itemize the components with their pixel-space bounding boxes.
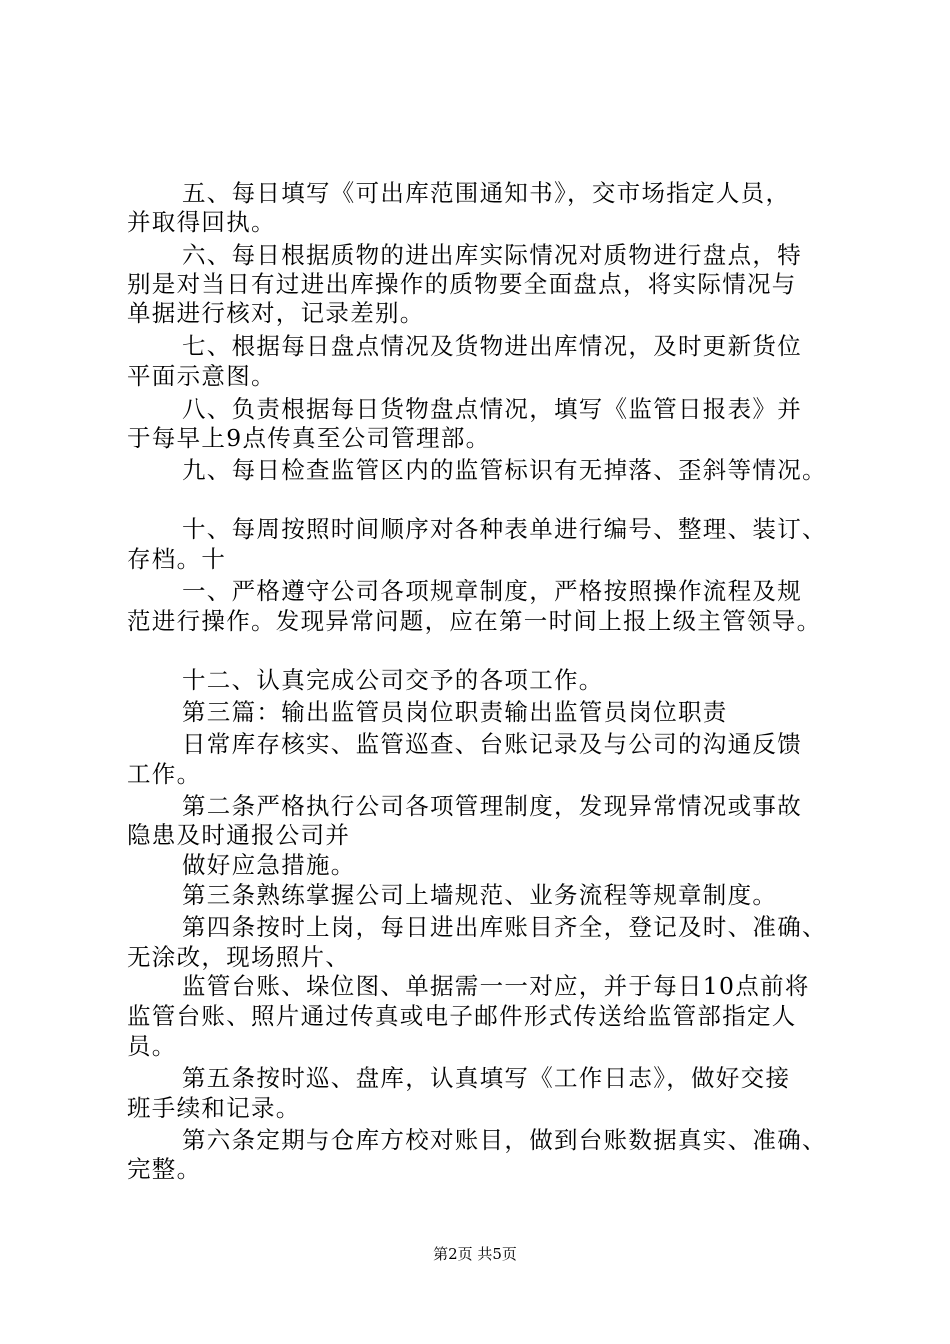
text-line: 无涂改，现场照片、 [127,943,351,971]
text-line: 日常库存核实、监管巡查、台账记录及与公司的沟通反馈 [182,730,802,758]
text-line: 第四条按时上岗，每日进出库账目齐全，登记及时、准确、 [182,913,827,941]
text-line: 工作。 [127,760,202,788]
text-line: 十、每周按照时间顺序对各种表单进行编号、整理、装订、 [182,515,827,543]
text-line: 班手续和记录。 [127,1094,301,1122]
text-line: 范进行操作。发现异常问题，应在第一时间上报上级主管领导。 [127,607,822,635]
text-line: 监管台账、照片通过传真或电子邮件形式传送给监管部指定人 [127,1002,797,1030]
section-heading: 第三篇：输出监管员岗位职责输出监管员岗位职责 [182,698,728,726]
text-line: 第二条严格执行公司各项管理制度，发现异常情况或事故 [182,792,802,820]
text-line: 做好应急措施。 [182,851,356,879]
text-line: 并取得回执。 [127,208,276,236]
text-line: 一、严格遵守公司各项规章制度，严格按照操作流程及规 [182,577,802,605]
text-line: 完整。 [127,1155,202,1183]
text-line: 员。 [127,1032,177,1060]
text-line: 第五条按时巡、盘库，认真填写《工作日志》，做好交接 [182,1064,791,1092]
text-line: 平面示意图。 [127,362,276,390]
text-line: 第六条定期与仓库方校对账目，做到台账数据真实、准确、 [182,1126,827,1154]
text-line: 监管台账、垛位图、单据需一一对应，并于每日10点前将 [182,972,810,1000]
text-line: 隐患及时通报公司并 [127,821,351,849]
text-line: 七、根据每日盘点情况及货物进出库情况，及时更新货位 [182,332,802,360]
text-line: 八、负责根据每日货物盘点情况，填写《监管日报表》并 [182,395,802,423]
text-line: 六、每日根据质物的进出库实际情况对质物进行盘点，特 [182,241,802,269]
text-line: 单据进行核对，记录差别。 [127,299,425,327]
text-line: 十二、认真完成公司交予的各项工作。 [182,666,604,694]
text-line: 存档。十 [127,545,227,573]
page-number-footer: 第2页 共5页 [433,1245,517,1263]
text-line: 第三条熟练掌握公司上墙规范、业务流程等规章制度。 [182,881,778,909]
text-line: 别是对当日有过进出库操作的质物要全面盘点，将实际情况与 [127,270,797,298]
text-line: 五、每日填写《可出库范围通知书》，交市场指定人员， [182,179,791,207]
text-line: 九、每日检查监管区内的监管标识有无掉落、歪斜等情况。 [182,456,827,484]
text-line: 于每早上9点传真至公司管理部。 [127,424,491,452]
